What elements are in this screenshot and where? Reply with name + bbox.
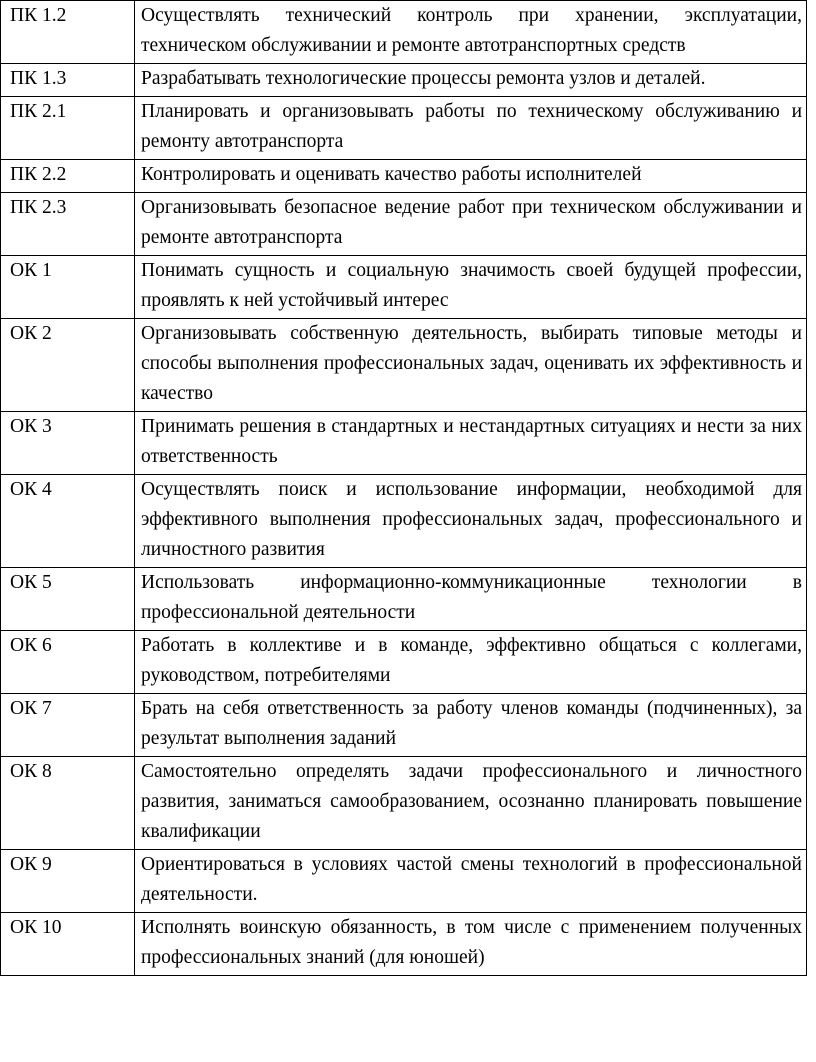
table-row — [1, 850, 807, 913]
table-row — [1, 757, 807, 850]
competency-text: Организовывать безопасное ведение работ при техническом обслуживании и ремонте автотранспорта — [135, 193, 807, 256]
competency-text: Планировать и организовывать работы по техническому обслуживанию и ремонту автотранспорта — [135, 97, 807, 160]
competency-text: Разрабатывать технологические процессы ремонта узлов и деталей. — [135, 64, 807, 97]
competency-code: ПК 1.3 — [1, 64, 135, 97]
table-row — [1, 694, 807, 757]
competency-code: ОК 3 — [1, 412, 135, 475]
competency-code: ПК 2.3 — [1, 193, 135, 256]
competency-code: ОК 6 — [1, 631, 135, 694]
table-row — [1, 568, 807, 631]
competency-code: ОК 5 — [1, 568, 135, 631]
table-row — [1, 64, 807, 97]
table-row — [1, 193, 807, 256]
competency-text: Осуществлять технический контроль при хранении, эксплуатации, техническом обслуживании и ремонте автотранспортных средств — [135, 1, 807, 64]
competency-text: Организовывать собственную деятельность, выбирать типовые методы и способы выполнения профессиональных задач, оценивать их эффективность и качество — [135, 319, 807, 412]
table-row — [1, 97, 807, 160]
table-row — [1, 160, 807, 193]
competency-code: ОК 2 — [1, 319, 135, 412]
table-row — [1, 319, 807, 412]
competency-code: ОК 1 — [1, 256, 135, 319]
competency-text: Брать на себя ответственность за работу членов команды (подчиненных), за результат выполнения заданий — [135, 694, 807, 757]
competency-code: ПК 1.2 — [1, 1, 135, 64]
competencies-table-body — [1, 1, 807, 976]
competency-text: Самостоятельно определять задачи профессионального и личностного развития, заниматься самообразованием, осознанно планировать повышение квалификации — [135, 757, 807, 850]
competency-code: ОК 8 — [1, 757, 135, 850]
competency-text: Контролировать и оценивать качество работы исполнителей — [135, 160, 807, 193]
competency-text: Принимать решения в стандартных и нестандартных ситуациях и нести за них ответственность — [135, 412, 807, 475]
table-row — [1, 913, 807, 976]
competency-text: Исполнять воинскую обязанность, в том числе с применением полученных профессиональных знаний (для юношей) — [135, 913, 807, 976]
competency-text: Использовать информационно-коммуникационные технологии в профессиональной деятельности — [135, 568, 807, 631]
table-row — [1, 412, 807, 475]
competency-code: ОК 10 — [1, 913, 135, 976]
competency-code: ОК 4 — [1, 475, 135, 568]
competency-code: ОК 9 — [1, 850, 135, 913]
table-row — [1, 631, 807, 694]
competency-code: ПК 2.1 — [1, 97, 135, 160]
table-row — [1, 1, 807, 64]
competency-text: Понимать сущность и социальную значимость своей будущей профессии, проявлять к ней устойчивый интерес — [135, 256, 807, 319]
table-row — [1, 475, 807, 568]
competency-text: Ориентироваться в условиях частой смены технологий в профессиональной деятельности. — [135, 850, 807, 913]
table-row — [1, 256, 807, 319]
competency-code: ОК 7 — [1, 694, 135, 757]
competency-code: ПК 2.2 — [1, 160, 135, 193]
competency-text: Работать в коллективе и в команде, эффективно общаться с коллегами, руководством, потребителями — [135, 631, 807, 694]
competency-text: Осуществлять поиск и использование информации, необходимой для эффективного выполнения профессиональных задач, профессионального и личностного развития — [135, 475, 807, 568]
